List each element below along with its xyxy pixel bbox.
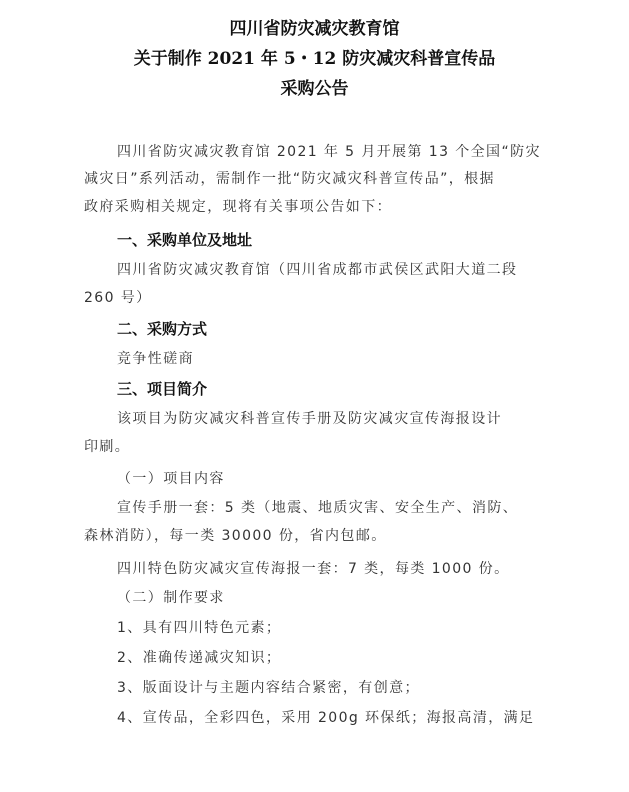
section-1-line-2: 260 号）: [84, 290, 152, 306]
title-line-2: 关于制作 2021 年 5・12 防灾减灾科普宣传品: [133, 49, 496, 69]
section-2-text: 竞争性磋商: [117, 351, 194, 367]
section-3-line-2: 印刷。: [84, 439, 131, 455]
subsection-1-line-1: 宣传手册一套：5 类（地震、地质灾害、安全生产、消防、: [117, 500, 519, 516]
subsection-2-heading: （二）制作要求: [117, 590, 225, 606]
requirement-item-1: 1、具有四川特色元素；: [117, 620, 282, 636]
title-line-1: 四川省防灾减灾教育馆: [229, 19, 400, 39]
section-1-line-1: 四川省防灾减灾教育馆（四川省成都市武侯区武阳大道二段: [117, 262, 518, 278]
requirement-item-2: 2、准确传递减灾知识；: [117, 650, 282, 666]
intro-line-3: 政府采购相关规定，现将有关事项公告如下：: [84, 199, 392, 215]
intro-line-2: 减灾日”系列活动，需制作一批“防灾减灾科普宣传品”，根据: [84, 171, 495, 187]
requirement-item-3: 3、版面设计与主题内容结合紧密，有创意；: [117, 680, 420, 696]
title-line-3: 采购公告: [280, 79, 349, 99]
intro-line-1: 四川省防灾减灾教育馆 2021 年 5 月开展第 13 个全国“防灾: [117, 144, 541, 160]
subsection-1-line-3: 四川特色防灾减灾宣传海报一套：7 类，每类 1000 份。: [117, 561, 510, 577]
section-3-heading: 三、项目简介: [117, 380, 208, 398]
subsection-1-line-2: 森林消防），每一类 30000 份，省内包邮。: [84, 528, 387, 544]
section-1-heading: 一、采购单位及地址: [117, 231, 253, 249]
section-2-heading: 二、采购方式: [117, 320, 208, 338]
subsection-1-heading: （一）项目内容: [117, 471, 225, 487]
requirement-item-4: 4、宣传品，全彩四色，采用 200g 环保纸；海报高清，满足: [117, 710, 535, 726]
section-3-line-1: 该项目为防灾减灾科普宣传手册及防灾减灾宣传海报设计: [117, 411, 502, 427]
